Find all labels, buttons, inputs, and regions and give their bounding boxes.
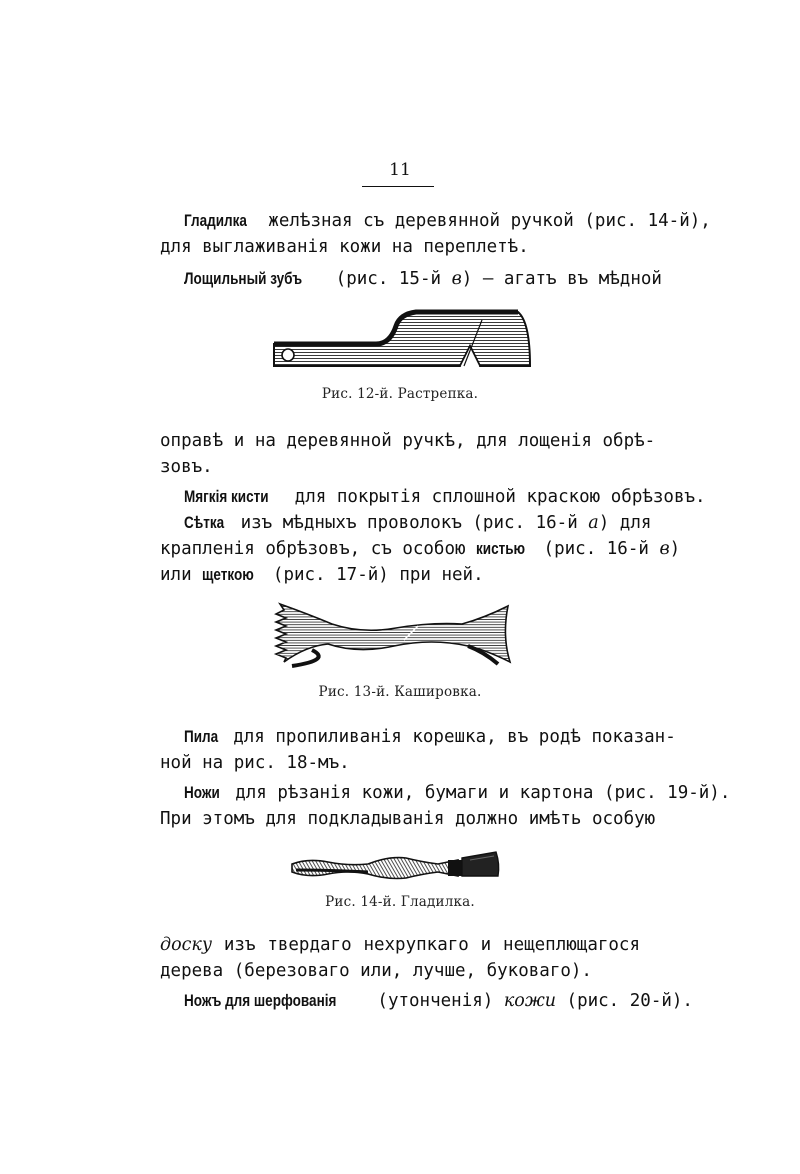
- text-line: Сѣтка изъ мѣдныхъ проволокъ (рис. 16-й а) для: [160, 510, 640, 536]
- term-loshchilny-zub: Лощильный зубъ: [184, 270, 303, 288]
- text-line: для выглаживанія кожи на переплетѣ.: [160, 237, 529, 257]
- term-kistyu: кистью: [476, 540, 526, 558]
- text-line: оправѣ и на деревянной ручкѣ, для лощенія обрѣ-: [160, 431, 656, 451]
- figure-caption: Рис. 13-й. Кашировка.: [318, 684, 482, 700]
- paragraph-block-2: [160, 428, 706, 588]
- text-line: дерева (березоваго или, лучше, буковаго).: [160, 961, 592, 981]
- figure-caption: Рис. 14-й. Гладилка.: [325, 894, 475, 910]
- text-line: Пила для пропиливанія корешка, въ родѣ показан-: [160, 724, 640, 750]
- text-line: Мягкія кисти для покрытія сплошной краскою обрѣзовъ.: [160, 484, 640, 510]
- term-gladilka: Гладилка: [184, 212, 247, 230]
- text-line: крапленія обрѣзовъ, съ особою кистью (рис. 16-й в): [160, 536, 640, 562]
- page-number: 11: [389, 160, 411, 180]
- term-setka: Сѣтка: [184, 514, 225, 532]
- term-nozhi: Ножи: [184, 784, 220, 802]
- text-line: зовъ.: [160, 457, 213, 477]
- figure-rastrepka-illustration: [268, 306, 532, 382]
- paragraph-block-4: [160, 932, 693, 1014]
- term-myagkiya-kisti: Мягкія кисти: [184, 488, 269, 506]
- figure-gladilka-illustration: [288, 846, 504, 886]
- paragraph-block-1: [160, 208, 711, 292]
- figure-caption: Рис. 12-й. Растрепка.: [321, 386, 479, 402]
- text-line: Гладилка желѣзная съ деревянной ручкой (рис. 14-й),: [160, 208, 640, 234]
- text-line: Ножи для рѣзанія кожи, бумаги и картона (рис. 19-й).: [160, 780, 640, 806]
- term-shchetkoyu: щеткою: [202, 566, 254, 584]
- text-line: Ножъ для шерфованія (утонченія) кожи (рис. 20-й).: [160, 988, 640, 1014]
- text-line: или щеткою (рис. 17-й) при ней.: [160, 562, 640, 588]
- paragraph-block-3: [160, 724, 731, 832]
- text-line: Лощильный зубъ (рис. 15-й в) — агатъ въ мѣдной: [160, 266, 640, 292]
- text-line: доску изъ твердаго нехрупкаго и нещеплющагося: [160, 935, 640, 955]
- page-number-rule: [362, 186, 434, 187]
- term-pila: Пила: [184, 728, 219, 746]
- text-line: ной на рис. 18-мъ.: [160, 753, 350, 773]
- term-nozh-dlya-sherfovaniya: Ножъ для шерфованія: [184, 992, 337, 1010]
- figure-kashirovka-illustration: [272, 600, 520, 672]
- text-line: При этомъ для подкладыванія должно имѣть особую: [160, 809, 656, 829]
